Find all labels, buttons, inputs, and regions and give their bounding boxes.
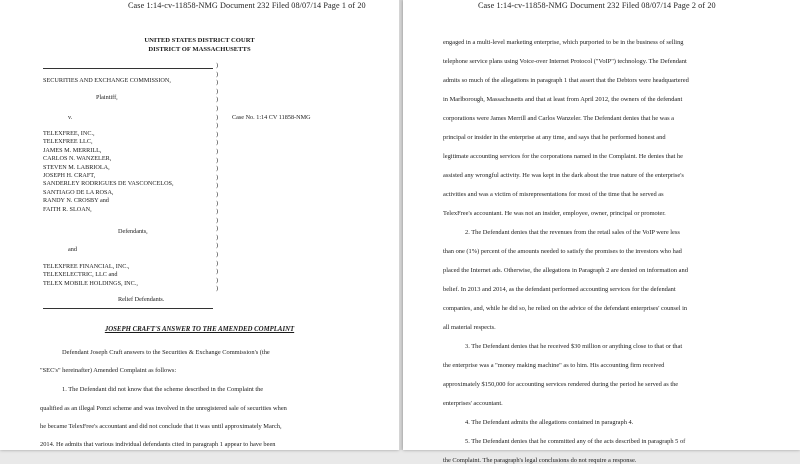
- body-line: he became TelexFree's accountant and did not conclude that it was until approximately March,: [40, 423, 282, 430]
- court-district: DISTRICT OF MASSACHUSETTS: [148, 46, 251, 53]
- relief-defendant-name: TELEX MOBILE HOLDINGS, INC.,: [43, 279, 138, 287]
- answer-title: JOSEPH CRAFT'S ANSWER TO THE AMENDED COMPLAINT: [104, 326, 295, 333]
- page-header: Case 1:14-cv-11858-NMG Document 232 Filed 08/07/14 Page 2 of 20: [478, 1, 716, 10]
- defendant-name: CARLOS N. WANZELER,: [43, 155, 112, 163]
- body-line: legitimate accounting services for the corporations named in the Complaint. He denies that he: [443, 153, 683, 160]
- body-line: 2014. He admits that various individual defendants cited in paragraph 1 appear to have been: [40, 441, 276, 448]
- body-line: 2. The Defendant denies that the revenues from the retail sales of the VoIP were less: [465, 229, 680, 236]
- caption-rule-bottom: [43, 308, 213, 309]
- body-line: the Complaint. The paragraph's legal conclusions do not require a response.: [443, 457, 637, 464]
- body-line: in Marlborough, Massachusetts and that at least from April 2012, the owners of the defendant: [443, 96, 683, 103]
- body-line: corporations were James Merrill and Carlos Wanzeler. The Defendant denies that he was a: [443, 115, 675, 122]
- and-label: and: [68, 246, 77, 253]
- body-line: admits so much of the allegations in paragraph 1 that assert that the Debtors were headquartered: [443, 77, 689, 84]
- caption-rule-top: [43, 68, 213, 69]
- body-line: engaged in a multi-level marketing enterprise, which purported to be in the business of selling: [443, 39, 684, 46]
- body-line: than one (1%) percent of the amounts needed to satisfy the promises to the investors who had: [443, 248, 682, 255]
- defendant-name: JOSEPH H. CRAFT,: [43, 172, 96, 180]
- court-heading: [0, 36, 399, 54]
- relief-defendant-name: TELEXELECTRIC, LLC and: [43, 271, 118, 279]
- defendants-list: [43, 130, 174, 214]
- document-page-2: [403, 0, 800, 464]
- body-line: TelexFree's accountant. He was not an insider, employee, owner, principal or promoter.: [443, 210, 666, 217]
- page-header: Case 1:14-cv-11858-NMG Document 232 Filed 08/07/14 Page 1 of 20: [128, 1, 366, 10]
- body-line: the enterprise was a "money making machine" as to him. His accounting firm received: [443, 362, 665, 369]
- body-line: activities and was a victim of misrepresentations for most of the time that he served as: [443, 191, 664, 198]
- body-line: all material respects.: [443, 324, 496, 331]
- body-line: principal or insider in the enterprise at any time, and says that he performed honest and: [443, 134, 666, 141]
- defendants-label: Defendants,: [118, 228, 148, 235]
- caption-parentheses: ) ) ) ) ) ) ) ) ) ) ) ) ) ) ) ) ) ) ) ) ) ) ) ) ) ) ): [216, 62, 219, 293]
- body-line: placed the Internet ads. Otherwise, the allegations in Paragraph 2 are denied on information and: [443, 267, 688, 274]
- body-line: telephone service plans using Voice-over Internet Protocol ("VoIP") technology. The Defendant: [443, 58, 687, 65]
- body-line: 5. The Defendant denies that he committed any of the acts described in paragraph 5 of: [465, 438, 686, 445]
- defendant-name: STEVEN M. LABRIOLA,: [43, 163, 110, 171]
- defendant-name: SANTIAGO DE LA ROSA,: [43, 188, 114, 196]
- body-line: companies, and, while he did so, he relied on the advice of the defendant enterprises' counsel in: [443, 305, 688, 312]
- defendant-name: TELEXFREE LLC,: [43, 138, 93, 146]
- defendant-name: JAMES M. MERRILL,: [43, 146, 102, 154]
- body-line: 4. The Defendant admits the allegations contained in paragraph 4.: [465, 419, 634, 426]
- plaintiff-label: Plaintiff,: [96, 94, 118, 101]
- body-line: approximately $150,000 for accounting services rendered during the period he served as the: [443, 381, 679, 388]
- body-line: qualified as an illegal Ponzi scheme and was involved in the unregistered sale of securities when: [40, 405, 287, 412]
- defendant-name: TELEXFREE, INC.,: [43, 130, 95, 137]
- body-line: belief. In 2013 and 2014, as the defendant performed accounting services for the defendant: [443, 286, 676, 293]
- case-number: Case No. 1:14 CV 11858-NMG: [232, 114, 311, 121]
- body-line: 3. The Defendant denies that he received $30 million or anything close to that or that: [465, 343, 683, 350]
- defendant-name: RANDY N. CROSBY and: [43, 197, 109, 205]
- body-line: "SEC's" hereinafter) Amended Complaint as follows:: [40, 367, 177, 374]
- relief-defendants-label: Relief Defendants.: [118, 296, 165, 303]
- document-page-1: [0, 0, 399, 450]
- plaintiff-name: SECURITIES AND EXCHANGE COMMISSION,: [43, 77, 171, 84]
- body-line: enterprises' accountant.: [443, 400, 503, 407]
- defendant-name: FAITH R. SLOAN,: [43, 205, 92, 213]
- body-line: assisted any wrongful activity. He was kept in the dark about the true nature of the enterprise's: [443, 172, 684, 179]
- relief-defendant-name: TELEXFREE FINANCIAL, INC.,: [43, 263, 130, 270]
- body-line: Defendant Joseph Craft answers to the Securities & Exchange Commission's (the: [62, 349, 270, 356]
- court-name: UNITED STATES DISTRICT COURT: [144, 37, 255, 44]
- relief-defendants-list: [43, 263, 138, 288]
- body-line: 1. The Defendant did not know that the scheme described in the Complaint the: [62, 386, 264, 393]
- versus-label: v.: [68, 114, 73, 121]
- defendant-name: SANDERLEY RODRIGUES DE VASCONCELOS,: [43, 180, 174, 188]
